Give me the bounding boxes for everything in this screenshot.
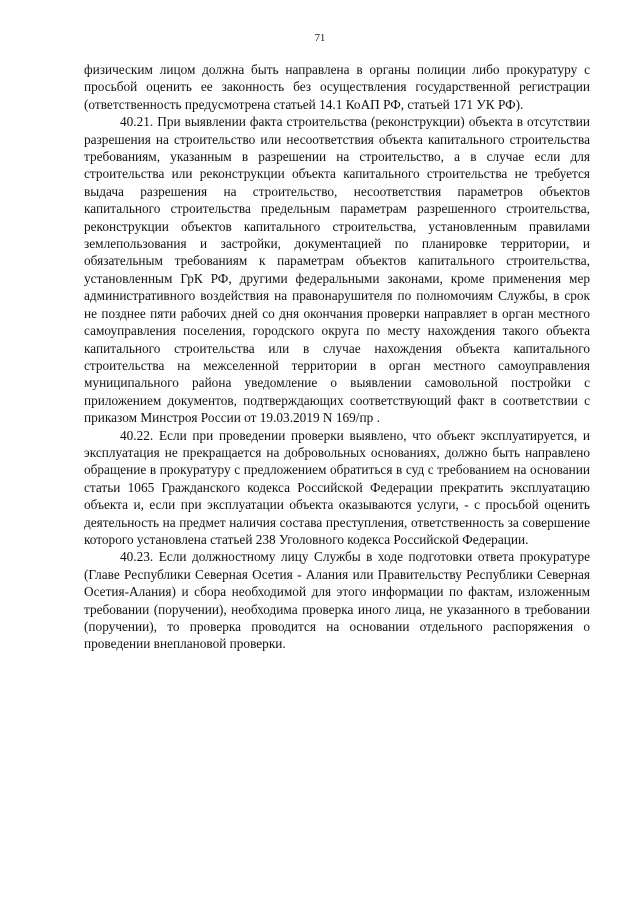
paragraph-40-21: 40.21. При выявлении факта строительства (реконструкции) объекта в отсутствии разрешения на строительство или несоответствия объекта капитального строительства требованиям, указанным в разрешении на строительство, а в случае если для строительства или реконструкции объекта капитального строительства не требуется выдача разрешения на строительство, несоответствия параметров объектов капитального строительства предельным параметрам разрешенного строительства, реконструкции объектов капитального строительства, установленным правилами землепользования и застройки, документацией по планировке территории, и обязательным требованиям к параметрам объектов капитального строительства, установленным ГрК РФ, другими федеральными законами, кроме применения мер административного воздействия на правонарушителя по полномочиям Службы, в срок не позднее пяти рабочих дней со дня окончания проверки направляет в орган местного самоуправления поселения, городского округа по месту нахождения такого объекта капитального строительства или в случае нахождения объекта капитального строительства на межселенной территории в орган местного самоуправления муниципального района уведомление о выявлении самовольной постройки с приложением документов, подтверждающих соответствующий факт в соответствии с приказом Минстроя России от 19.03.2019 N 169/пр . bbox=[84, 114, 590, 426]
page-number: 71 bbox=[314, 33, 326, 44]
paragraph-40-22: 40.22. Если при проведении проверки выявлено, что объект эксплуатируется, и эксплуатация не прекращается на добровольных основаниях, должно быть направлено обращение в прокуратуру с предложением обратиться в суд с требованием на основании статьи 1065 Гражданского кодекса Российской Федерации прекратить эксплуатацию объекта и, если при эксплуатации объекта оказываются услуги, - с просьбой оценить деятельность на предмет наличия состава преступления, ответственность за совершение которого установлена статьей 238 Уголовного кодекса Российской Федерации. bbox=[84, 427, 590, 547]
paragraph-continuation: физическим лицом должна быть направлена в органы полиции либо прокуратуру с просьбой оценить ее законность без осуществления государственной регистрации (ответственность предусмотрена статьей 14.1 КоАП РФ, статьей 171 УК РФ). bbox=[84, 62, 590, 112]
document-body bbox=[84, 61, 590, 653]
paragraph-40-23: 40.23. Если должностному лицу Службы в ходе подготовки ответа прокуратуре (Главе Республики Северная Осетия - Алания или Правительству Республики Северная Осетия-Алания) и сбора необходимой для этого информации по фактам, изложенным требовании (поручении), необходима проверка иного лица, не указанного в требовании (поручении), то проверка проводится на основании отдельного распоряжения о проведении внеплановой проверки. bbox=[84, 549, 590, 652]
